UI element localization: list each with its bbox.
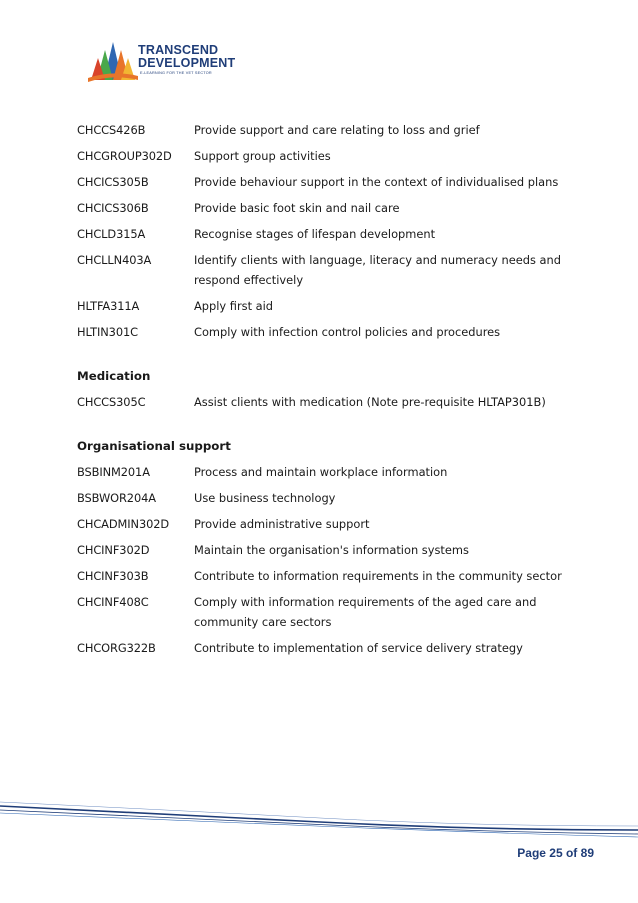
section-heading-organisational-support: Organisational support <box>77 439 231 453</box>
unit-row <box>77 146 577 166</box>
unit-code: CHCINF302D <box>77 543 150 557</box>
footer-wave-decoration <box>0 800 638 840</box>
logo-title-line1: TRANSCEND <box>138 43 219 57</box>
unit-description: Comply with information requirements of the aged care and community care sectors <box>194 595 537 629</box>
unit-row <box>77 462 577 482</box>
unit-description: Support group activities <box>194 149 331 163</box>
page-number: Page 25 of 89 <box>517 846 594 860</box>
unit-row <box>77 392 577 412</box>
unit-row <box>77 592 577 632</box>
unit-row <box>77 514 577 534</box>
unit-description: Provide administrative support <box>194 517 370 531</box>
section-heading-medication: Medication <box>77 369 151 383</box>
unit-code: CHCLLN403A <box>77 253 152 267</box>
unit-description: Contribute to implementation of service delivery strategy <box>194 641 523 655</box>
unit-description: Process and maintain workplace information <box>194 465 448 479</box>
unit-code: HLTFA311A <box>77 299 140 313</box>
unit-code: BSBWOR204A <box>77 491 156 505</box>
unit-code: CHCCS305C <box>77 395 146 409</box>
logo-tagline: E-LEARNING FOR THE VET SECTOR <box>140 71 212 75</box>
unit-code: CHCADMIN302D <box>77 517 170 531</box>
unit-row <box>77 198 577 218</box>
unit-description: Maintain the organisation's information systems <box>194 543 469 557</box>
unit-description: Identify clients with language, literacy and numeracy needs and respond effectively <box>194 253 561 287</box>
unit-code: CHCORG322B <box>77 641 156 655</box>
unit-code: HLTIN301C <box>77 325 138 339</box>
unit-description: Comply with infection control policies and procedures <box>194 325 501 339</box>
unit-row <box>77 488 577 508</box>
unit-code: BSBINM201A <box>77 465 150 479</box>
unit-description: Provide support and care relating to loss and grief <box>194 123 480 137</box>
unit-description: Contribute to information requirements in the community sector <box>194 569 562 583</box>
unit-description: Provide behaviour support in the context of individualised plans <box>194 175 559 189</box>
logo-mark-icon <box>88 40 138 84</box>
unit-row <box>77 566 577 586</box>
unit-row <box>77 172 577 192</box>
unit-description: Assist clients with medication (Note pre-requisite HLTAP301B) <box>194 395 546 409</box>
unit-code: CHCICS306B <box>77 201 149 215</box>
unit-row <box>77 540 577 560</box>
unit-description: Provide basic foot skin and nail care <box>194 201 400 215</box>
unit-row <box>77 224 577 244</box>
unit-code: CHCGROUP302D <box>77 149 172 163</box>
unit-description: Recognise stages of lifespan development <box>194 227 436 241</box>
unit-row <box>77 296 577 316</box>
unit-code: CHCICS305B <box>77 175 149 189</box>
unit-code: CHCINF303B <box>77 569 149 583</box>
unit-description: Apply first aid <box>194 299 274 313</box>
unit-row <box>77 250 577 290</box>
unit-row <box>77 120 577 140</box>
unit-description: Use business technology <box>194 491 336 505</box>
unit-list <box>77 120 577 658</box>
unit-row <box>77 638 577 658</box>
logo-title-line2: DEVELOPMENT <box>138 56 236 70</box>
unit-code: CHCCS426B <box>77 123 146 137</box>
unit-row <box>77 322 577 342</box>
unit-code: CHCLD315A <box>77 227 146 241</box>
unit-code: CHCINF408C <box>77 595 149 609</box>
company-logo <box>88 40 236 84</box>
